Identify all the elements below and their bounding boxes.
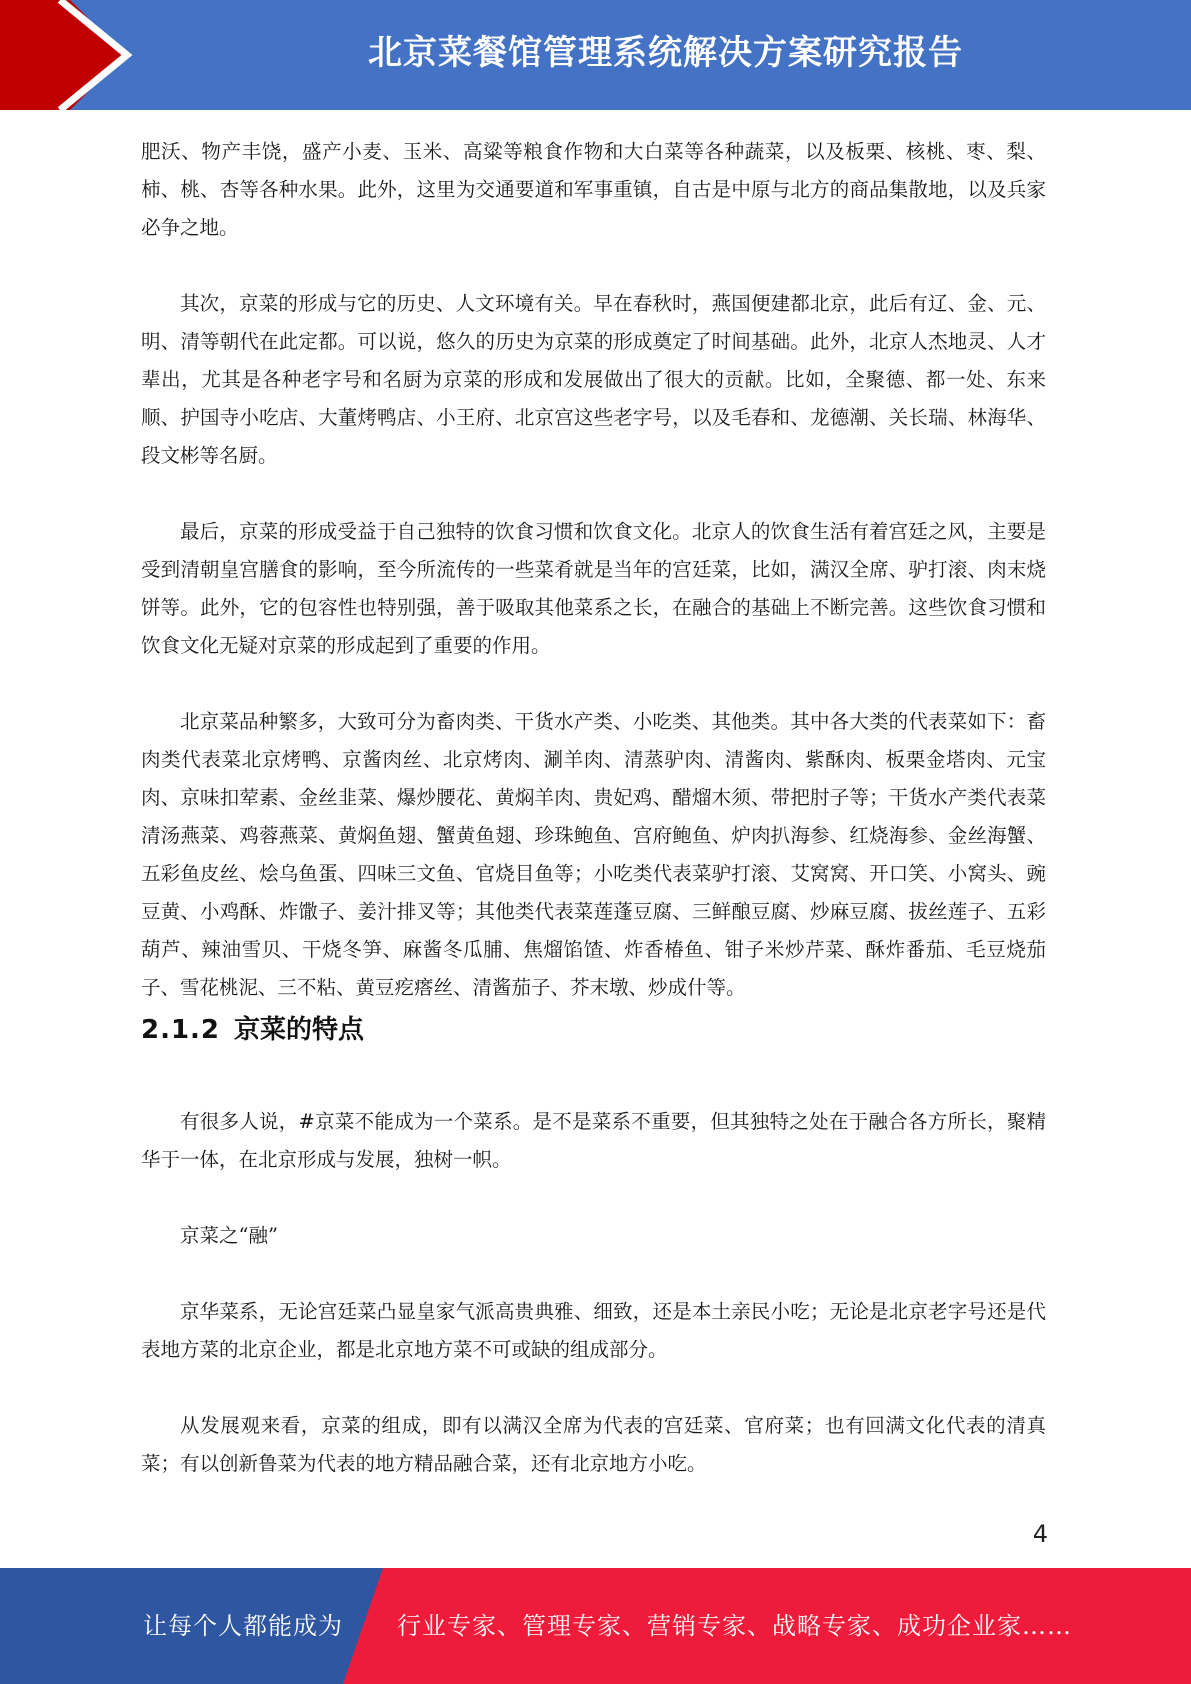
page-number: 4 xyxy=(1032,1520,1048,1548)
paragraph-composition: 京华菜系，无论宫廷菜凸显皇家气派高贵典雅、细致，还是本土亲民小吃；无论是北京老字号还是代表地方菜的北京企业，都是北京地方菜不可或缺的组成部分。 xyxy=(141,1300,1046,1361)
chevron-arrow-icon xyxy=(0,0,160,110)
paragraph-intro: 有很多人说，#京菜不能成为一个菜系。是不是菜系不重要，但其独特之处在于融合各方所长，聚精华于一体，在北京形成与发展，独树一帜。 xyxy=(141,1110,1046,1171)
document-body xyxy=(141,133,1046,1483)
footer-slogan-right: 行业专家、管理专家、营销专家、战略专家、成功企业家…… xyxy=(397,1612,1072,1640)
section-heading xyxy=(141,1013,1046,1047)
paragraph-continued: 肥沃、物产丰饶，盛产小麦、玉米、高粱等粮食作物和大白菜等各种蔬菜，以及板栗、核桃、枣、梨、柿、桃、杏等各种水果。此外，这里为交通要道和军事重镇，自古是中原与北方的商品集散地，以及兵家必争之地。 xyxy=(141,140,1046,239)
paragraph-subtitle: 京菜之“融” xyxy=(180,1224,278,1247)
paragraph-varieties: 北京菜品种繁多，大致可分为畜肉类、干货水产类、小吃类、其他类。其中各大类的代表菜如下：畜肉类代表菜北京烤鸭、京酱肉丝、北京烤肉、涮羊肉、清蒸驴肉、清酱肉、紫酥肉、板栗金塔肉、元宝肉、京味扣荤素、金丝韭菜、爆炒腰花、黄焖羊肉、贵妃鸡、醋熘木须、带把肘子等；干货水产类代表菜清汤燕菜、鸡蓉燕菜、黄焖鱼翅、蟹黄鱼翅、珍珠鲍鱼、宫府鲍鱼、炉肉扒海参、红烧海参、金丝海蟹、五彩鱼皮丝、烩乌鱼蛋、四味三文鱼、官烧目鱼等；小吃类代表菜驴打滚、艾窝窝、开口笑、小窝头、豌豆黄、小鸡酥、炸馓子、姜汁排叉等；其他类代表菜莲蓬豆腐、三鲜酿豆腐、炒麻豆腐、拔丝莲子、五彩葫芦、辣油雪贝、干烧冬笋、麻酱冬瓜脯、焦熘馅馇、炸香椿鱼、钳子米炒芹菜、酥炸番茄、毛豆烧茄子、雪花桃泥、三不粘、黄豆疙瘩丝、清酱茄子、芥末墩、炒成什等。 xyxy=(141,710,1046,999)
section-title: 京菜的特点 xyxy=(234,1015,365,1045)
footer-banner xyxy=(0,1568,1191,1684)
paragraph-development: 从发展观来看，京菜的组成，即有以满汉全席为代表的宫廷菜、官府菜；也有回满文化代表的清真菜；有以创新鲁菜为代表的地方精品融合菜，还有北京地方小吃。 xyxy=(141,1414,1046,1475)
paragraph-history: 其次，京菜的形成与它的历史、人文环境有关。早在春秋时，燕国便建都北京，此后有辽、金、元、明、清等朝代在此定都。可以说，悠久的历史为京菜的形成奠定了时间基础。此外，北京人杰地灵、人才辈出，尤其是各种老字号和名厨为京菜的形成和发展做出了很大的贡献。比如，全聚德、都一处、东来顺、护国寺小吃店、大董烤鸭店、小王府、北京宫这些老字号，以及毛春和、龙德潮、关长瑞、林海华、段文彬等名厨。 xyxy=(141,292,1046,467)
section-number: 2.1.2 xyxy=(141,1015,221,1045)
header-banner xyxy=(0,0,1191,110)
paragraph-culture: 最后，京菜的形成受益于自己独特的饮食习惯和饮食文化。北京人的饮食生活有着宫廷之风，主要是受到清朝皇宫膳食的影响，至今所流传的一些菜肴就是当年的宫廷菜，比如，满汉全席、驴打滚、肉末烧饼等。此外，它的包容性也特别强，善于吸取其他菜系之长，在融合的基础上不断完善。这些饮食习惯和饮食文化无疑对京菜的形成起到了重要的作用。 xyxy=(141,520,1046,657)
footer-slogan-left: 让每个人都能成为 xyxy=(143,1612,343,1640)
document-title: 北京菜餐馆管理系统解决方案研究报告 xyxy=(368,33,963,73)
